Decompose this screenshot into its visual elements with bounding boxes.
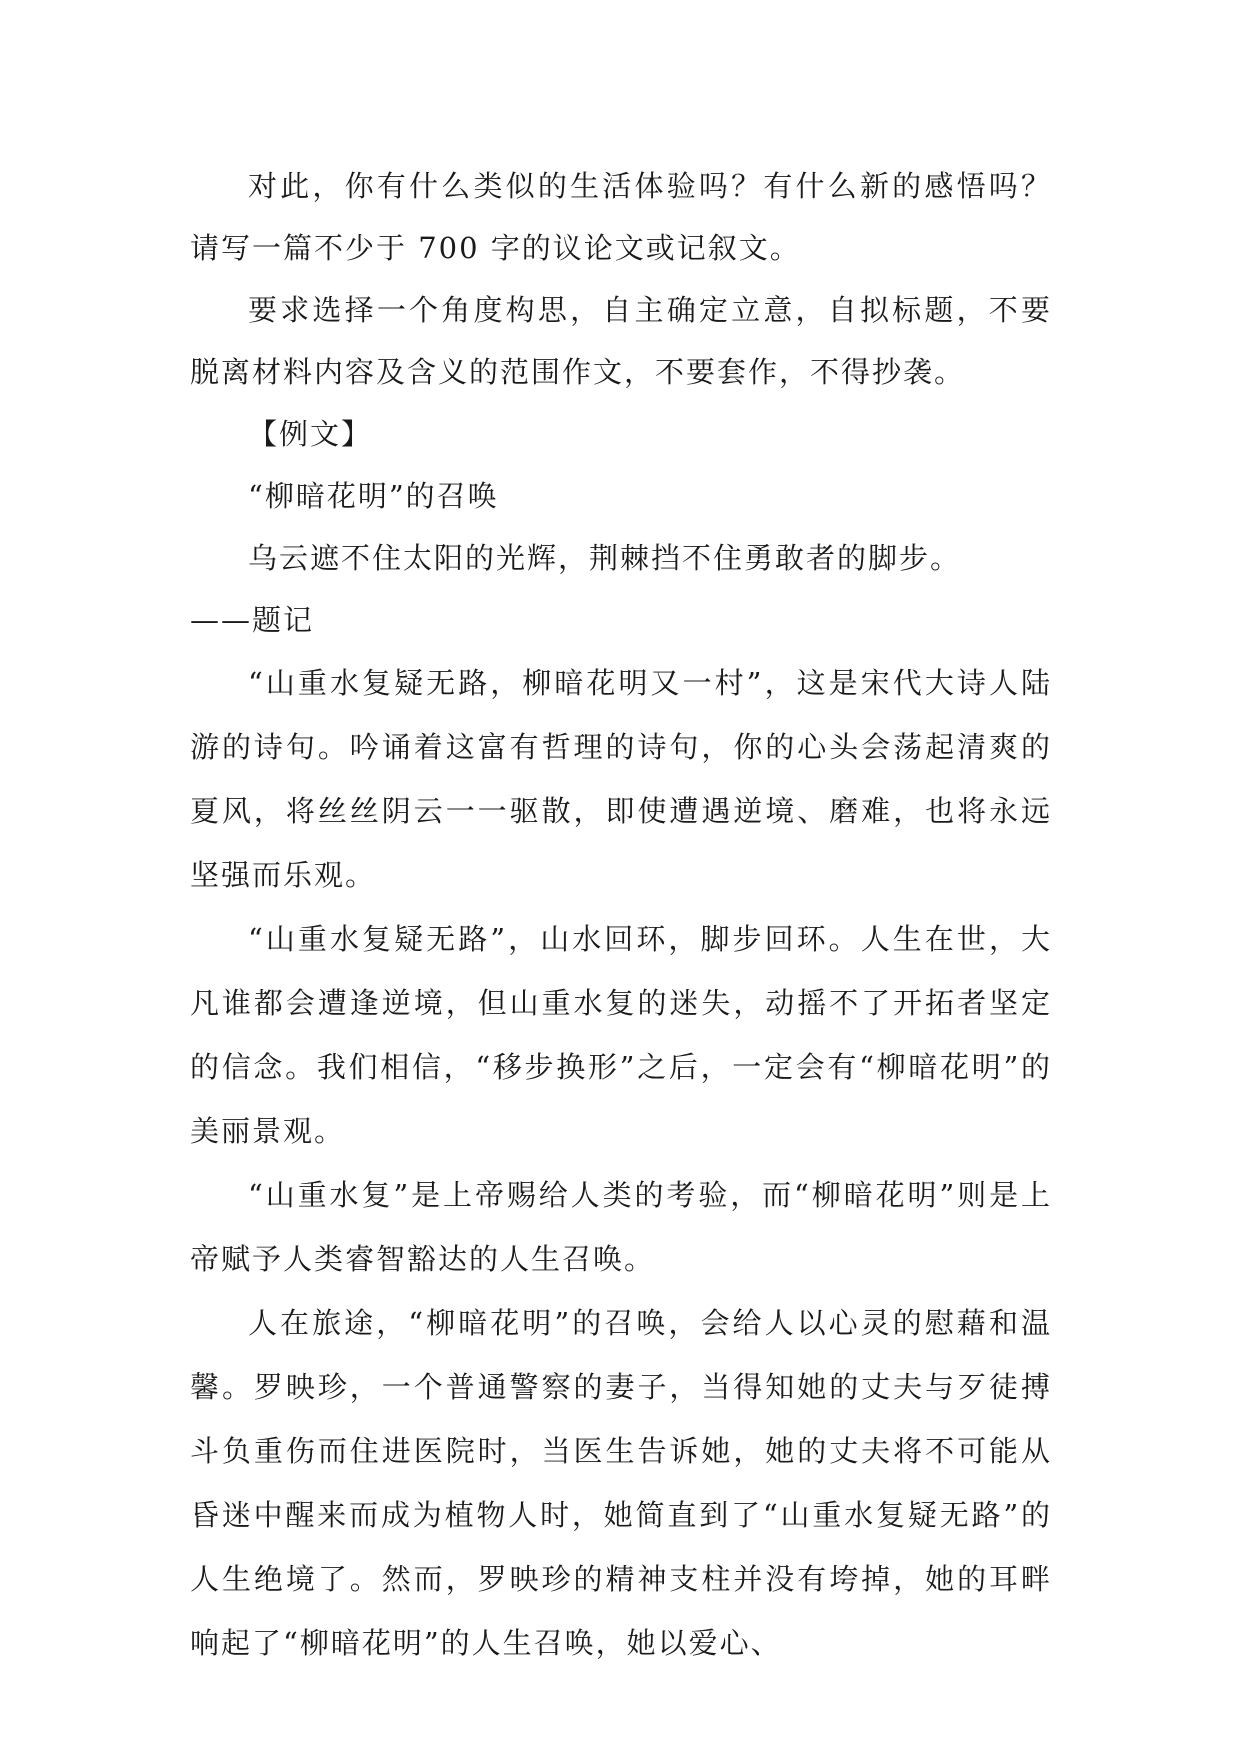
essay-paragraph: “山重水复疑无路”，山水回环，脚步回环。人生在世，大凡谁都会遭逢逆境，但山重水复的迷失，动摇不了开拓者坚定的信念。我们相信，“移步换形”之后，一定会有“柳暗花明”的美丽景观。 xyxy=(190,922,1052,1148)
prompt-requirement-paragraph: 要求选择一个角度构思，自主确定立意，自拟标题，不要脱离材料内容及含义的范围作文，不要套作，不得抄袭。 xyxy=(190,293,1052,389)
example-label: 【例文】 xyxy=(248,417,373,451)
essay-paragraph: “山重水复疑无路，柳暗花明又一村”，这是宋代大诗人陆游的诗句。吟诵着这富有哲理的诗句，你的心头会荡起清爽的夏风，将丝丝阴云一一驱散，即使遭遇逆境、磨难，也将永远坚强而乐观。 xyxy=(190,666,1052,892)
epigraph: 乌云遮不住太阳的光辉，荆棘挡不住勇敢者的脚步。 xyxy=(248,541,962,575)
essay-paragraph: “山重水复”是上帝赐给人类的考验，而“柳暗花明”则是上帝赋予人类睿智豁达的人生召唤。 xyxy=(190,1178,1052,1276)
essay-paragraph: 人在旅途，“柳暗花明”的召唤，会给人以心灵的慰藉和温馨。罗映珍，一个普通警察的妻子，当得知她的丈夫与歹徒搏斗负重伤而住进医院时，当医生告诉她，她的丈夫将不可能从昏迷中醒来而成为植物人时，她简直到了“山重水复疑无路”的人生绝境了。然而，罗映珍的精神支柱并没有垮掉，她的耳畔响起了“柳暗花明”的人生召唤，她以爱心、 xyxy=(190,1306,1052,1660)
epigraph-label: ——题记 xyxy=(190,603,315,637)
document-body xyxy=(190,155,1052,1675)
essay-title: “柳暗花明”的召唤 xyxy=(248,479,499,513)
prompt-question-paragraph: 对此，你有什么类似的生活体验吗？有什么新的感悟吗？请写一篇不少于 700 字的议论文或记叙文。 xyxy=(190,169,1052,265)
